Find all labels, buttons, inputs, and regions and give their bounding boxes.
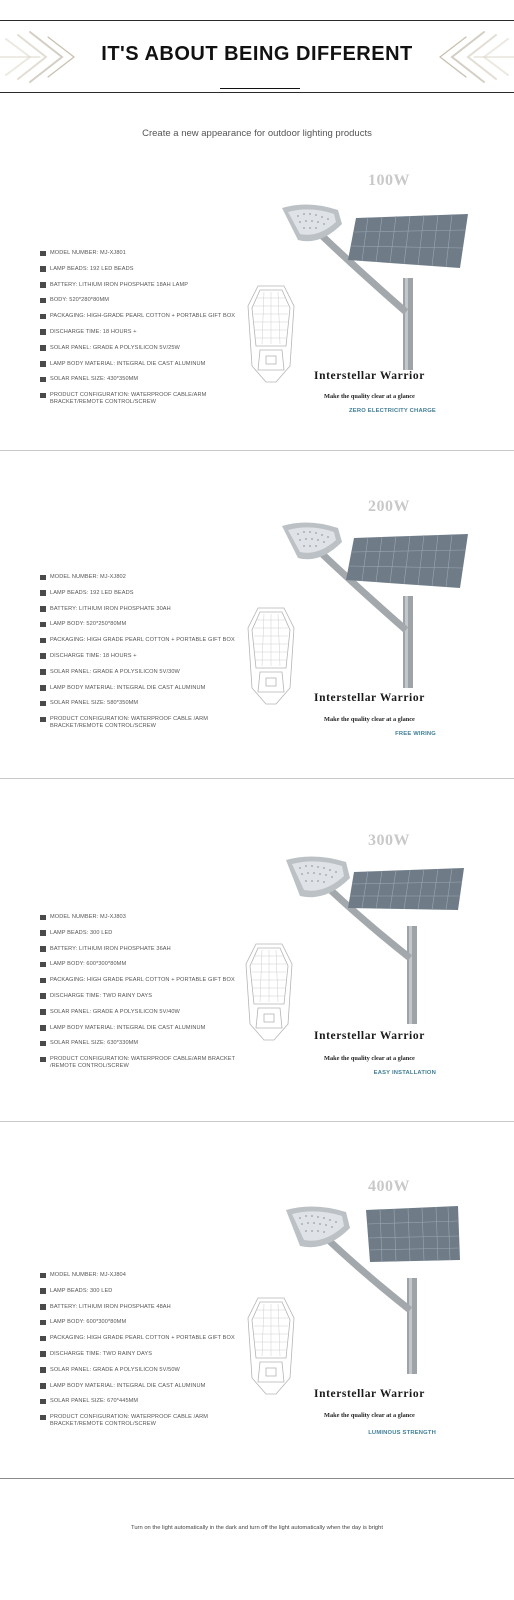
solar-street-light-icon [282,1204,478,1374]
spec-item: SOLAR PANEL SIZE: 580*350MM [40,700,255,707]
product-name: Interstellar Warrior [314,1030,425,1042]
page-header [0,20,514,93]
product-section-200w [0,498,514,768]
quality-tagline: Make the quality clear at a glance [324,1412,415,1419]
product-section-400w [0,1178,514,1458]
spec-item: DISCHARGE TIME: TWO RAINY DAYS [40,1351,255,1358]
spec-item: LAMP BEADS: 192 LED BEADS [40,266,255,273]
product-name: Interstellar Warrior [314,1388,425,1400]
solar-street-light-icon [282,854,478,1024]
spec-item: LAMP BODY: 600*300*80MM [40,1319,255,1326]
spec-item: LAMP BODY MATERIAL: INTEGRAL DIE CAST ALUMINUM [40,361,255,368]
spec-item: LAMP BEADS: 300 LED [40,1288,255,1295]
spec-item: PACKAGING: HIGH GRADE PEARL COTTON + PORTABLE GIFT BOX [40,637,255,644]
spec-item: BATTERY: LITHIUM IRON PHOSPHATE 30AH [40,606,255,613]
spec-item: DISCHARGE TIME: TWO RAINY DAYS [40,993,255,1000]
wattage-label: 100W [368,172,410,189]
section-divider [0,1121,514,1122]
spec-item: DISCHARGE TIME: 18 HOURS + [40,329,255,336]
spec-item: LAMP BODY: 520*250*80MM [40,621,255,628]
product-name: Interstellar Warrior [314,692,425,704]
spec-item: SOLAR PANEL: GRADE A POLYSILICON 5V/40W [40,1009,255,1016]
quality-tagline: Make the quality clear at a glance [324,1055,415,1062]
spec-item: SOLAR PANEL: GRADE A POLYSILICON 5V/50W [40,1367,255,1374]
spec-item: PACKAGING: HIGH GRADE PEARL COTTON + PORTABLE GIFT BOX [40,977,255,984]
spec-item: LAMP BEADS: 192 LED BEADS [40,590,255,597]
spec-item: SOLAR PANEL SIZE: 430*350MM [40,376,255,383]
product-section-100w [0,172,514,442]
spec-item: MODEL NUMBER: MJ-XJ804 [40,1272,255,1279]
spec-item: PRODUCT CONFIGURATION: WATERPROOF CABLE /ARM BRACKET/REMOTE CONTROL/SCREW [40,1414,255,1428]
feature-label: LUMINOUS STRENGTH [368,1430,436,1436]
wattage-label: 400W [368,1178,410,1195]
section-divider [0,778,514,779]
solar-street-light-icon [278,200,474,370]
spec-item: BATTERY: LITHIUM IRON PHOSPHATE 48AH [40,1304,255,1311]
wattage-label: 300W [368,832,410,849]
title-underline [220,88,300,89]
solar-street-light-icon [278,518,474,688]
spec-item: BATTERY: LITHIUM IRON PHOSPHATE 18AH LAMP [40,282,255,289]
product-section-300w [0,832,514,1102]
section-divider [0,450,514,451]
spec-item: BATTERY: LITHIUM IRON PHOSPHATE 36AH [40,946,255,953]
tagline: Create a new appearance for outdoor lighting products [142,128,372,139]
spec-item: LAMP BODY MATERIAL: INTEGRAL DIE CAST ALUMINUM [40,1025,255,1032]
spec-item: BODY: 520*280*80MM [40,297,255,304]
spec-item: PRODUCT CONFIGURATION: WATERPROOF CABLE /ARM BRACKET/REMOTE CONTROL/SCREW [40,716,255,730]
spec-item: SOLAR PANEL: GRADE A POLYSILICON 5V/25W [40,345,255,352]
feature-label: EASY INSTALLATION [373,1070,436,1076]
spec-list [40,574,255,739]
spec-item: DISCHARGE TIME: 18 HOURS + [40,653,255,660]
feature-label: FREE WIRING [395,731,436,737]
spec-item: SOLAR PANEL: GRADE A POLYSILICON 5V/30W [40,669,255,676]
wattage-label: 200W [368,498,410,515]
chevron-decoration-right-icon [404,27,514,87]
product-name: Interstellar Warrior [314,370,425,382]
spec-item: SOLAR PANEL SIZE: 630*330MM [40,1040,255,1047]
quality-tagline: Make the quality clear at a glance [324,716,415,723]
spec-item: PACKAGING: HIGH GRADE PEARL COTTON + PORTABLE GIFT BOX [40,1335,255,1342]
spec-item: MODEL NUMBER: MJ-XJ803 [40,914,255,921]
spec-item: PRODUCT CONFIGURATION: WATERPROOF CABLE/ARM BRACKET/REMOTE CONTROL/SCREW [40,392,255,406]
section-divider [0,1478,514,1479]
spec-item: MODEL NUMBER: MJ-XJ802 [40,574,255,581]
spec-item: SOLAR PANEL SIZE: 670*445MM [40,1398,255,1405]
page-title: IT'S ABOUT BEING DIFFERENT [101,43,413,65]
spec-item: LAMP BODY MATERIAL: INTEGRAL DIE CAST ALUMINUM [40,685,255,692]
spec-list [40,1272,255,1437]
spec-list [40,914,255,1079]
spec-item: LAMP BODY: 600*300*80MM [40,961,255,968]
quality-tagline: Make the quality clear at a glance [324,393,415,400]
spec-item: PACKAGING: HIGH-GRADE PEARL COTTON + PORTABLE GIFT BOX [40,313,255,320]
spec-item: LAMP BODY MATERIAL: INTEGRAL DIE CAST ALUMINUM [40,1383,255,1390]
feature-label: ZERO ELECTRICITY CHARGE [349,408,436,414]
spec-list [40,250,255,415]
spec-item: PRODUCT CONFIGURATION: WATERPROOF CABLE/ARM BRACKET /REMOTE CONTROL/SCREW [40,1056,255,1070]
spec-item: LAMP BEADS: 300 LED [40,930,255,937]
footer-note: Turn on the light automatically in the dark and turn off the light automatically when the day is bright [131,1525,383,1531]
spec-item: MODEL NUMBER: MJ-XJ801 [40,250,255,257]
